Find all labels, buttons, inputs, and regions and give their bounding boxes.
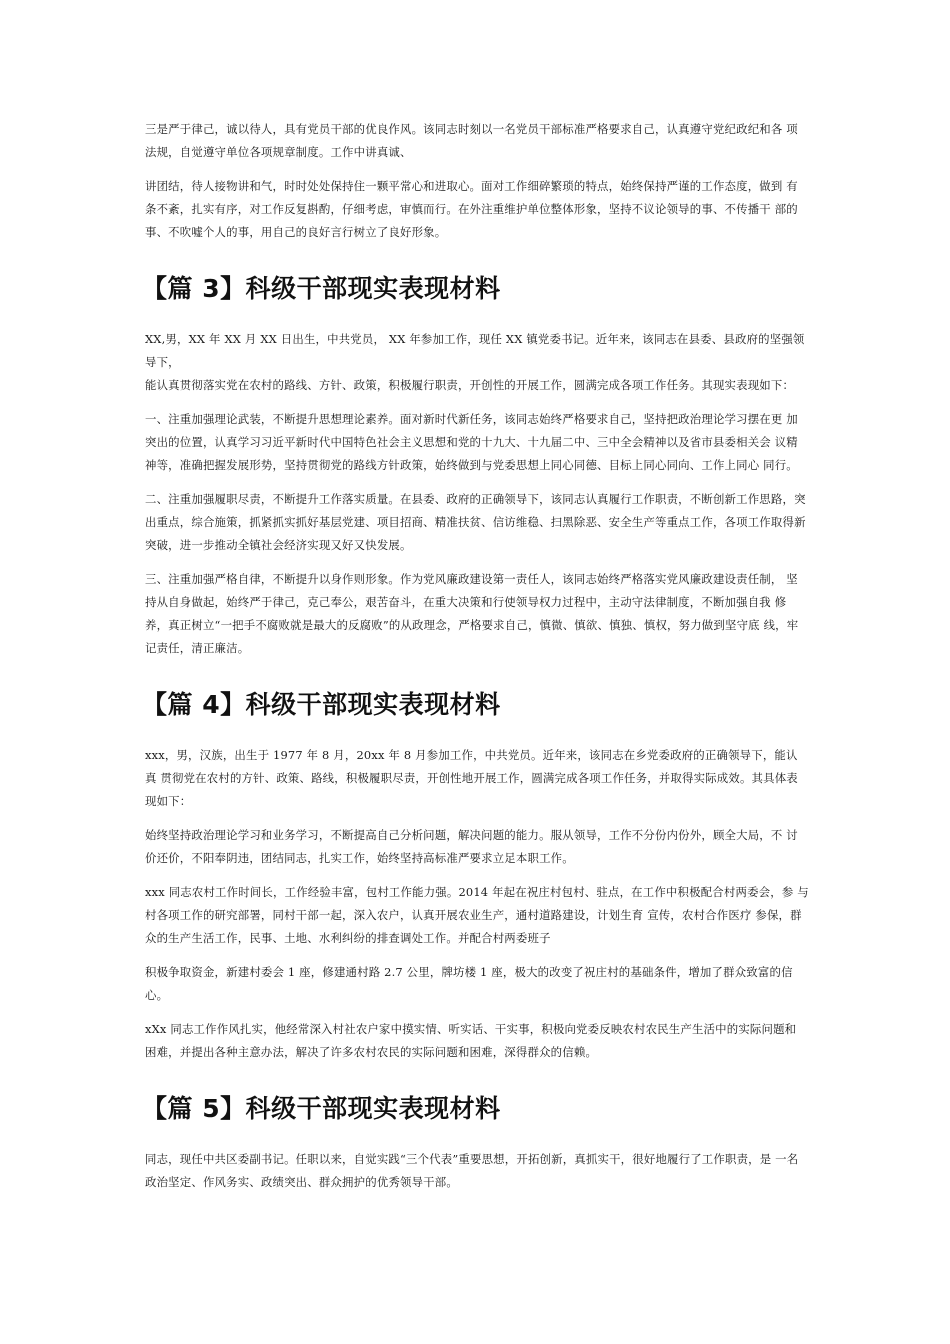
section-3-paragraph-1: XX,男，XX 年 XX 月 XX 日出生，中共党员， XX 年参加工作，现任 XX 镇党委书记。近年来，该同志在县委、县政府的坚强领导下， bbox=[145, 332, 805, 369]
section-4-paragraph-4: 积极争取资金，新建村委会 1 座，修建通村路 2.7 公里，牌坊楼 1 座，极大的改变了祝庄村的基础条件，增加了群众致富的信 心。 bbox=[145, 965, 793, 1002]
section-3-paragraph-5: 三、注重加强严格自律，不断提升以身作则形象。作为党风廉政建设第一责任人，该同志始终严格落实党风廉政建设责任制， 坚持从自身做起，始终严于律己，克己奉公，艰苦奋斗，在重大决策和行使领导权力过程中，主动守法律制度，不断加强自我 修养，真正树立“一把手不腐败就是最大的反腐败”的从政理念，严格要求自己，慎微、慎欲、慎独、慎权，努力做到坚守底 线，牢记责任，清正廉洁。 bbox=[145, 572, 799, 655]
intro-paragraph-2: 讲团结，待人接物讲和气，时时处处保持住一颗平常心和进取心。面对工作细碎繁琐的特点，始终保持严谨的工作态度，做到 有条不紊，扎实有序，对工作反复斟酌，仔细考虑，审慎而行。在外注重维护单位整体形象，坚持不议论领导的事、不传播干 部的事、不吹嘘个人的事，用自己的良好言行树立了良好形象。 bbox=[145, 179, 798, 239]
section-4-paragraph-3: xxx 同志农村工作时间长，工作经验丰富，包村工作能力强。2014 年起在祝庄村包村、驻点，在工作中积极配合村两委会，参 与村各项工作的研究部署，同村干部一起，深入农户，认真开展农业生产，通村道路建设，计划生育 宣传，农村合作医疗 参保，群众的生产生活工作，民事、土地、水利纠纷的排查调处工作。并配合村两委班子 bbox=[145, 885, 809, 945]
section-4-paragraph-1: xxx，男，汉族，出生于 1977 年 8 月，20xx 年 8 月参加工作，中共党员。近年来，该同志在乡党委政府的正确领导下，能认真 贯彻党在农村的方针、政策、路线，积极履职尽责，开创性地开展工作，圆满完成各项工作任务，并取得实际成效。其具体表 现如下： bbox=[145, 748, 798, 808]
section-3-paragraph-2: 能认真贯彻落实党在农村的路线、方针、政策，积极履行职责，开创性的开展工作，圆满完成各项工作任务。其现实表现如下： bbox=[145, 378, 795, 392]
section-3-paragraph-4: 二、注重加强履职尽责，不断提升工作落实质量。在县委、政府的正确领导下，该同志认真履行工作职责，不断创新工作思路，突出重点，综合施策，抓紧抓实抓好基层党建、项目招商、精准扶贫、信访维稳、扫黑除恶、安全生产等重点工作，各项工作取得新突破，进一步推动全镇社会经济实现又好又快发展。 bbox=[145, 492, 806, 552]
section-3-heading: 【篇 3】科级干部现实表现材料 bbox=[142, 274, 501, 303]
section-4-paragraph-2: 始终坚持政治理论学习和业务学习，不断提高自己分析问题，解决问题的能力。服从领导，工作不分份内份外，顾全大局，不 讨价还价，不阳奉阴违，团结同志，扎实工作，始终坚持高标准严要求立足本职工作。 bbox=[145, 828, 798, 865]
section-3-paragraph-3: 一、注重加强理论武装，不断提升思想理论素养。面对新时代新任务，该同志始终严格要求自己，坚持把政治理论学习摆在更 加突出的位置，认真学习习近平新时代中国特色社会主义思想和党的十九大、十九届二中、三中全会精神以及省市县委相关会 议精神等，准确把握发展形势，坚持贯彻党的路线方针政策，始终做到与党委思想上同心同德、目标上同心同向、工作上同心 同行。 bbox=[145, 412, 798, 472]
section-5-heading: 【篇 5】科级干部现实表现材料 bbox=[142, 1094, 501, 1123]
document-page bbox=[142, 118, 809, 1205]
section-4-heading: 【篇 4】科级干部现实表现材料 bbox=[142, 690, 501, 719]
intro-paragraph-1: 三是严于律己，诚以待人，具有党员干部的优良作风。该同志时刻以一名党员干部标准严格要求自己，认真遵守党纪政纪和各 项法规，自觉遵守单位各项规章制度。工作中讲真诚、 bbox=[145, 122, 798, 159]
section-5-paragraph-1: 同志，现任中共区委副书记。任职以来，自觉实践“三个代表”重要思想，开拓创新，真抓实干，很好地履行了工作职责，是 一名政治坚定、作风务实、政绩突出、群众拥护的优秀领导干部。 bbox=[145, 1152, 799, 1189]
section-4-paragraph-5: xXx 同志工作作风扎实，他经常深入村社农户家中摸实情、听实话、干实事，积极向党委反映农村农民生产生活中的实际问题和 困难，并提出各种主意办法，解决了许多农村农民的实际问题和困难，深得群众的信赖。 bbox=[145, 1022, 797, 1059]
